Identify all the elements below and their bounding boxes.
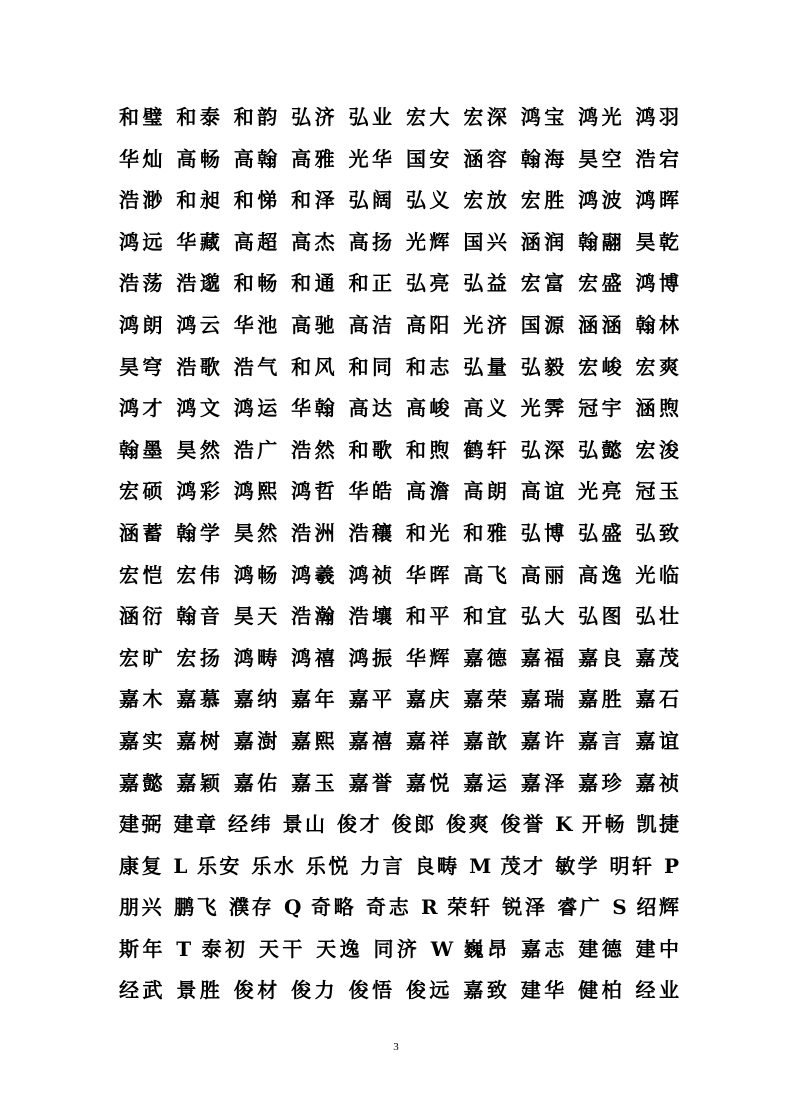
name-line: 涵衍 翰音 昊天 浩瀚 浩壤 和平 和宜 弘大 弘图 弘壮 [119, 604, 679, 629]
name-line: 斯年 T 泰初 天干 天逸 同济 W 巍昂 嘉志 建德 建中 [119, 936, 679, 961]
page-number: 3 [393, 1041, 399, 1053]
name-line: 华灿 高畅 高翰 高雅 光华 国安 涵容 翰海 昊空 浩宕 [119, 146, 679, 171]
name-line: 建弼 建章 经纬 景山 俊才 俊郎 俊爽 俊誉 K 开畅 凯捷 [119, 812, 679, 837]
name-line: 鸿远 华藏 高超 高杰 高扬 光辉 国兴 涵润 翰翮 昊乾 [119, 229, 679, 254]
name-line: 和璧 和泰 和韵 弘济 弘业 宏大 宏深 鸿宝 鸿光 鸿羽 [119, 105, 679, 129]
name-line: 浩渺 和昶 和悌 和泽 弘阔 弘义 宏放 宏胜 鸿波 鸿晖 [119, 188, 679, 213]
name-line: 经武 景胜 俊材 俊力 俊悟 俊远 嘉致 建华 健柏 经业 [119, 978, 679, 1003]
name-line: 宏恺 宏伟 鸿畅 鸿羲 鸿祯 华晖 高飞 高丽 高逸 光临 [119, 562, 679, 587]
name-line: 鸿朗 鸿云 华池 高驰 高洁 高阳 光济 国源 涵涵 翰林 [119, 312, 679, 337]
name-line: 宏旷 宏扬 鸿畴 鸿禧 鸿振 华辉 嘉德 嘉福 嘉良 嘉茂 [119, 645, 679, 670]
name-line: 鸿才 鸿文 鸿运 华翰 高达 高峻 高义 光霁 冠宇 涵煦 [119, 396, 679, 421]
name-line: 嘉懿 嘉颖 嘉佑 嘉玉 嘉誉 嘉悦 嘉运 嘉泽 嘉珍 嘉祯 [119, 770, 679, 795]
name-line: 宏硕 鸿彩 鸿熙 鸿哲 华皓 高澹 高朗 高谊 光亮 冠玉 [119, 479, 679, 504]
name-line: 翰墨 昊然 浩广 浩然 和歌 和煦 鹤轩 弘深 弘懿 宏浚 [119, 437, 679, 462]
name-line: 昊穹 浩歌 浩气 和风 和同 和志 弘量 弘毅 宏峻 宏爽 [119, 354, 679, 379]
name-line: 浩荡 浩邈 和畅 和通 和正 弘亮 弘益 宏富 宏盛 鸿博 [119, 271, 679, 296]
name-line: 朋兴 鹏飞 濮存 Q 奇略 奇志 R 荣轩 锐泽 睿广 S 绍辉 [119, 895, 679, 920]
name-line: 嘉实 嘉树 嘉澍 嘉熙 嘉禧 嘉祥 嘉歆 嘉许 嘉言 嘉谊 [119, 728, 679, 753]
name-line: 涵蓄 翰学 昊然 浩洲 浩穰 和光 和雅 弘博 弘盛 弘致 [119, 520, 679, 545]
name-list [119, 97, 679, 1012]
name-line: 康复 L 乐安 乐水 乐悦 力言 良畴 M 茂才 敏学 明轩 P [119, 853, 679, 878]
name-line: 嘉木 嘉慕 嘉纳 嘉年 嘉平 嘉庆 嘉荣 嘉瑞 嘉胜 嘉石 [119, 687, 679, 712]
